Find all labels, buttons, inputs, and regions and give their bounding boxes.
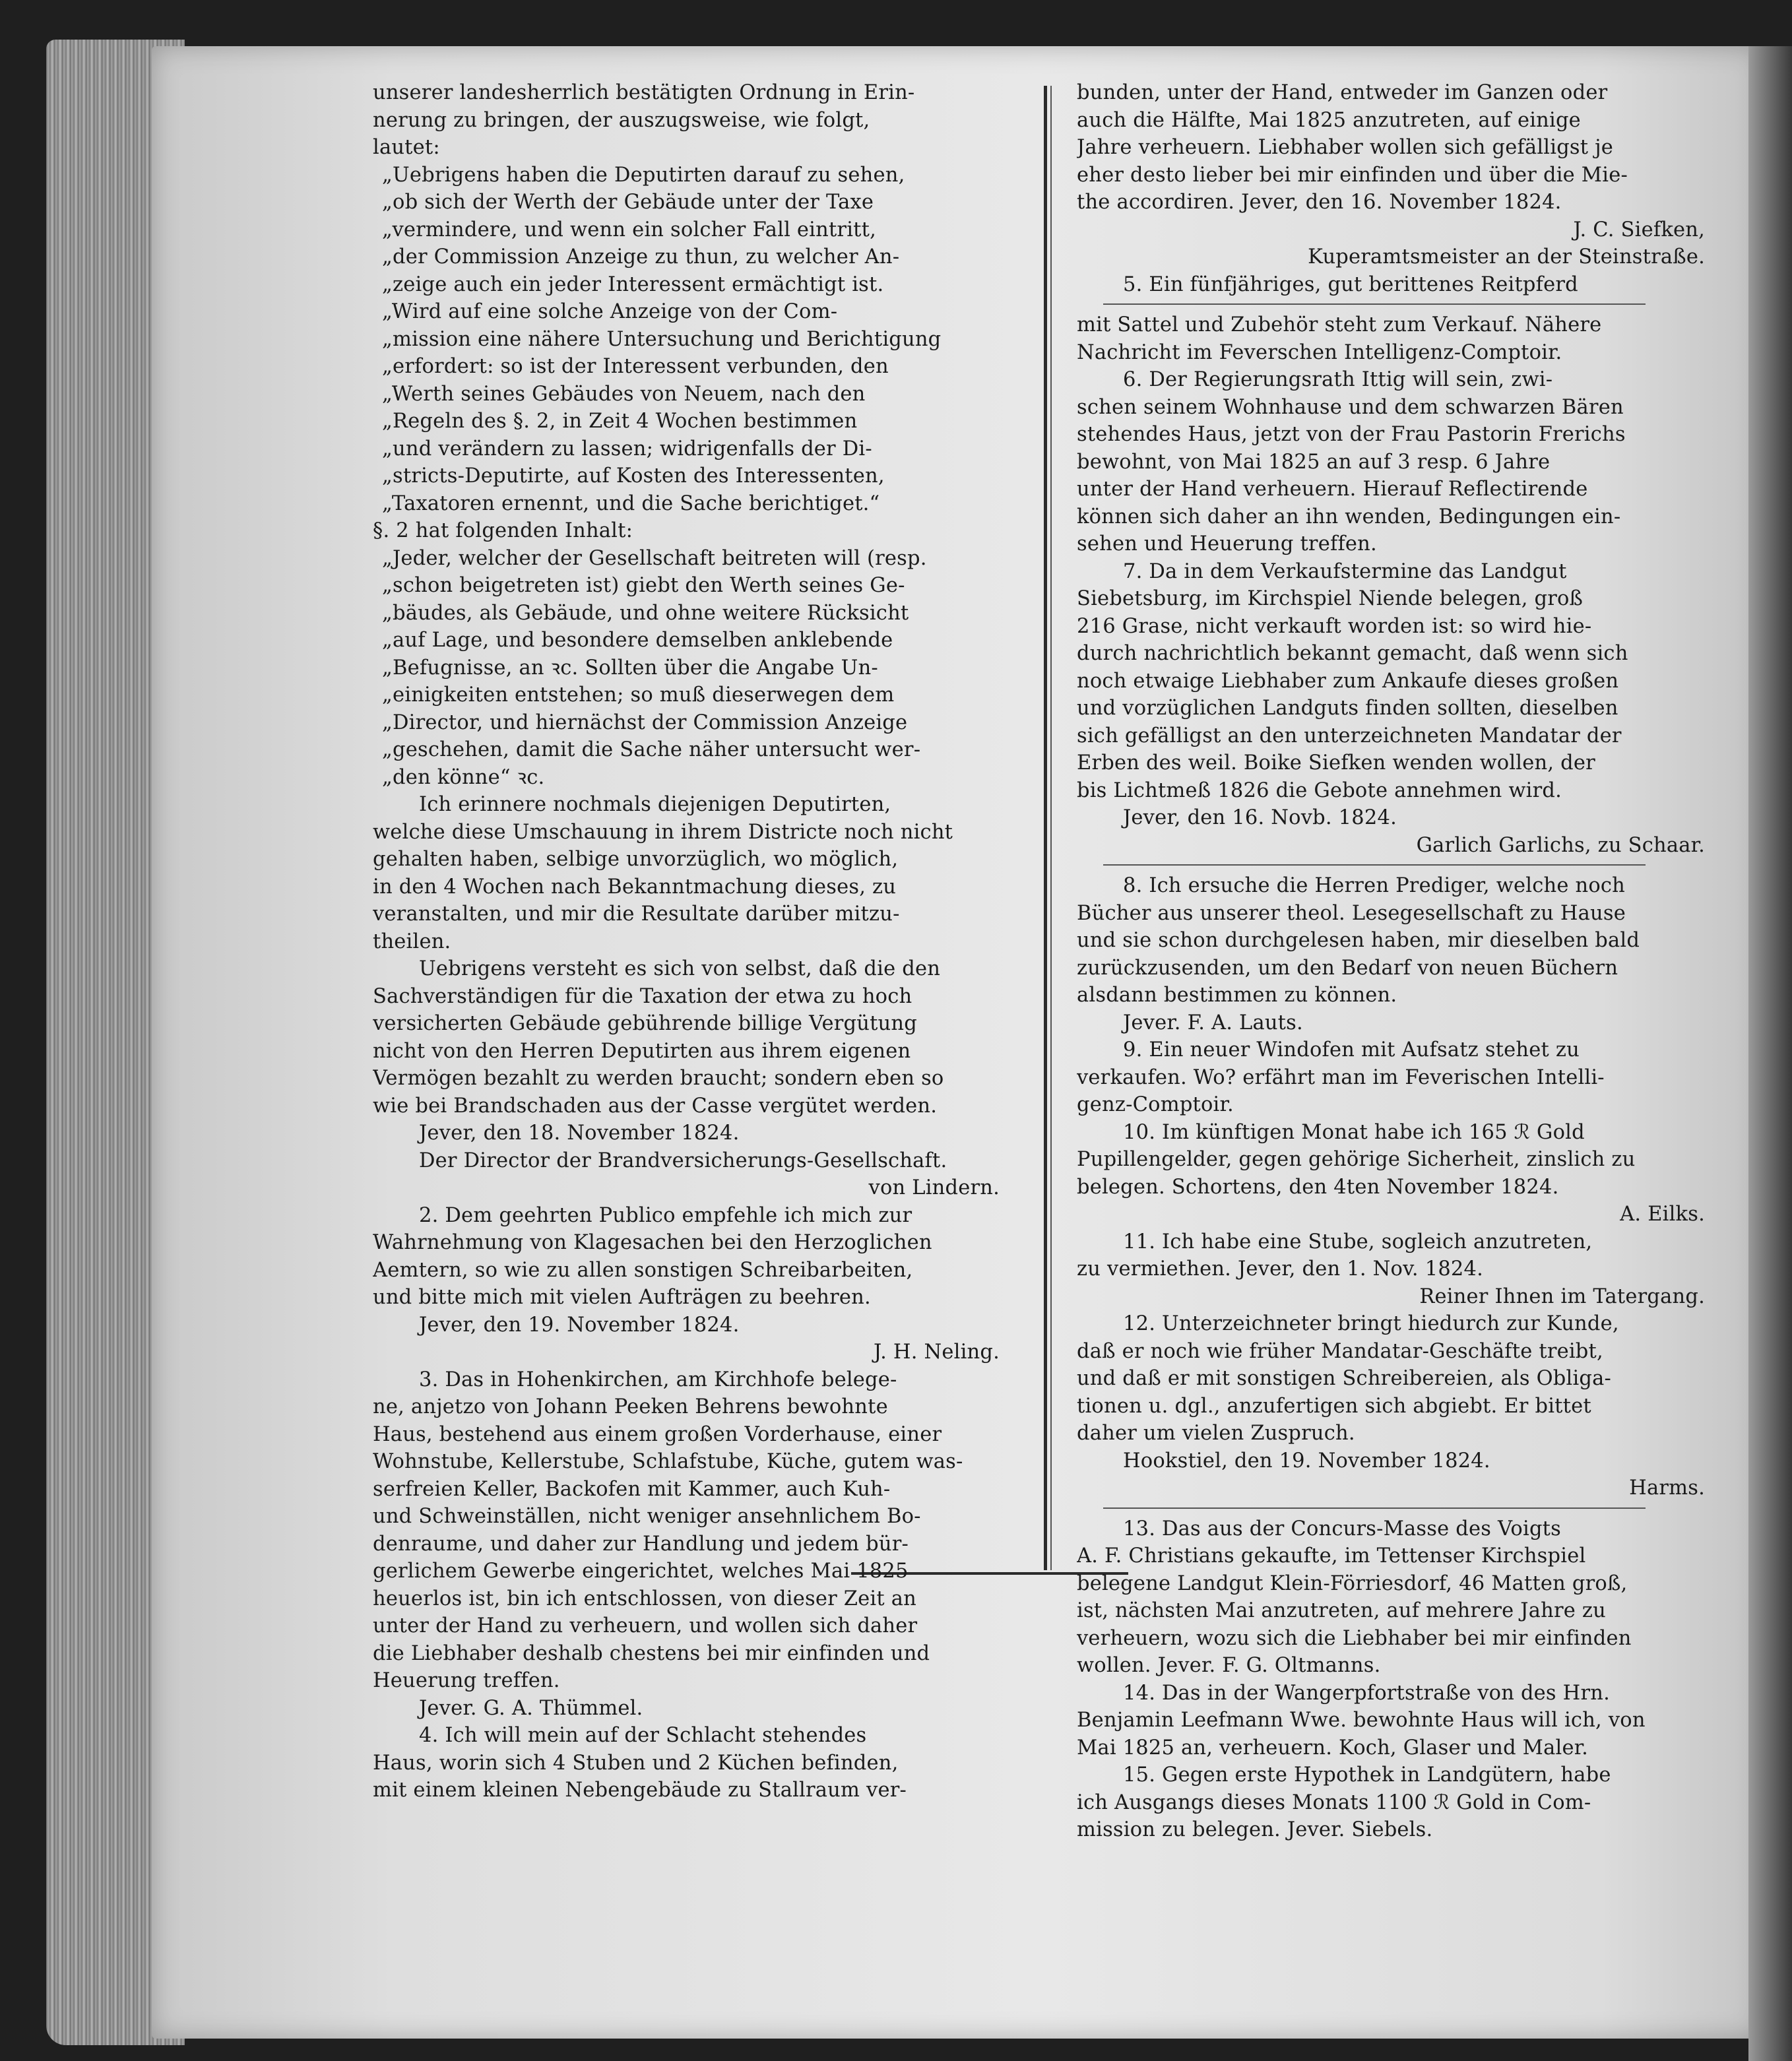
text-line: „geschehen, damit die Sache näher untersucht wer- xyxy=(382,738,921,761)
text-line: ist, nächsten Mai anzutreten, auf mehrere Jahre zu xyxy=(1077,1599,1607,1622)
text-line: Reiner Ihnen im Tatergang. xyxy=(1419,1284,1705,1308)
text-line: 2. Dem geehrten Publico empfehle ich mich zur xyxy=(419,1203,912,1227)
text-line: „Director, und hiernächst der Commission Anzeige xyxy=(382,711,908,734)
text-line: veranstalten, und mir die Resultate darüber mitzu- xyxy=(373,903,900,926)
text-line: und sie schon durchgelesen haben, mir dieselben bald xyxy=(1077,929,1640,952)
text-line: „der Commission Anzeige zu thun, zu welcher An- xyxy=(382,245,900,269)
text-line: auch die Hälfte, Mai 1825 anzutreten, auf einige xyxy=(1077,108,1581,132)
text-line: Pupillengelder, gegen gehörige Sicherheit, zinslich zu xyxy=(1077,1148,1636,1171)
text-line: bewohnt, von Mai 1825 an auf 3 resp. 6 Jahre xyxy=(1077,450,1551,474)
text-line: tionen u. dgl., anzufertigen sich abgiebt. Er bittet xyxy=(1077,1394,1591,1418)
text-line: mit einem kleinen Nebengebäude zu Stallraum ver- xyxy=(373,1779,907,1802)
text-line: 3. Das in Hohenkirchen, am Kirchhofe belege- xyxy=(419,1368,897,1391)
text-line: „zeige auch ein jeder Interessent ermächtigt ist. xyxy=(382,272,884,296)
text-line: eher desto lieber bei mir einfinden und über die Mie- xyxy=(1077,163,1628,187)
text-line: Garlich Garlichs, zu Schaar. xyxy=(1416,833,1705,857)
text-line: 14. Das in der Wangerpfortstraße von des Hrn. xyxy=(1123,1681,1610,1705)
text-line: Jever, den 16. Novb. 1824. xyxy=(1123,806,1397,829)
text-line: ne, anjetzo von Johann Peeken Behrens bewohnte xyxy=(373,1395,888,1418)
left-column xyxy=(373,79,1019,1804)
text-line: nicht von den Herren Deputirten aus ihrem eigenen xyxy=(373,1039,911,1063)
text-line: bis Lichtmeß 1826 die Gebote annehmen wird. xyxy=(1077,778,1562,802)
text-line: „Uebrigens haben die Deputirten darauf zu sehen, xyxy=(382,163,905,187)
notice-separator xyxy=(1103,1507,1646,1509)
text-line: „ob sich der Werth der Gebäude unter der Taxe xyxy=(382,191,874,214)
text-line: Vermögen bezahlt zu werden braucht; sondern eben so xyxy=(373,1067,944,1090)
text-line: serfreien Keller, Backofen mit Kammer, auch Kuh- xyxy=(373,1477,891,1501)
text-line: „Regeln des §. 2, in Zeit 4 Wochen bestimmen xyxy=(382,410,858,433)
text-line: Wohnstube, Kellerstube, Schlafstube, Küche, gutem was- xyxy=(373,1450,963,1473)
text-line: Haus, worin sich 4 Stuben und 2 Küchen befinden, xyxy=(373,1751,899,1775)
text-line: belegene Landgut Klein-Förriesdorf, 46 Matten groß, xyxy=(1077,1571,1628,1595)
binding-shadow xyxy=(1748,46,1792,2061)
text-line: mission zu belegen. Jever. Siebels. xyxy=(1077,1818,1433,1841)
text-line: the accordiren. Jever, den 16. November 1824. xyxy=(1077,191,1562,214)
text-line: noch etwaige Liebhaber zum Ankaufe dieses großen xyxy=(1077,669,1619,693)
text-line: und vorzüglichen Landguts finden sollten, dieselben xyxy=(1077,697,1618,720)
text-line: zu vermiethen. Jever, den 1. Nov. 1824. xyxy=(1077,1257,1484,1281)
text-line: verkaufen. Wo? erfährt man im Feverischen Intelli- xyxy=(1077,1065,1605,1089)
text-line: „Taxatoren ernennt, und die Sache berichtiget.“ xyxy=(382,491,880,515)
text-line: J. H. Neling. xyxy=(874,1341,1000,1364)
text-line: Kuperamtsmeister an der Steinstraße. xyxy=(1308,245,1705,269)
text-line: sich gefälligst an den unterzeichneten Mandatar der xyxy=(1077,724,1622,747)
text-line: „vermindere, und wenn ein solcher Fall eintritt, xyxy=(382,218,876,241)
text-line: „erfordert: so ist der Interessent verbunden, den xyxy=(382,355,889,378)
text-line: unter der Hand verheuern. Hierauf Reflectirende xyxy=(1077,478,1588,501)
text-line: Jahre verheuern. Liebhaber wollen sich gefälligst je xyxy=(1077,136,1614,159)
notice-separator xyxy=(1103,303,1646,305)
text-line: stehendes Haus, jetzt von der Frau Pastorin Frerichs xyxy=(1077,423,1626,446)
column-divider xyxy=(1044,86,1047,1570)
text-line: gerlichem Gewerbe eingerichtet, welches Mai 1825 xyxy=(373,1560,909,1583)
text-line: Erben des weil. Boike Siefken wenden wollen, der xyxy=(1077,751,1595,775)
text-line: „stricts-Deputirte, auf Kosten des Interessenten, xyxy=(382,464,885,488)
right-column xyxy=(1077,79,1725,1844)
text-line: verheuern, wozu sich die Liebhaber bei mir einfinden xyxy=(1077,1626,1632,1650)
text-line: bunden, unter der Hand, entweder im Ganzen oder xyxy=(1077,81,1608,104)
text-line: ich Ausgangs dieses Monats 1100 ℛ Gold in Com- xyxy=(1077,1791,1591,1814)
text-line: Uebrigens versteht es sich von selbst, daß die den xyxy=(419,957,941,980)
text-line: „Jeder, welcher der Gesellschaft beitreten will (resp. xyxy=(382,546,927,570)
text-line: 13. Das aus der Concurs-Masse des Voigts xyxy=(1123,1517,1561,1540)
text-line: belegen. Schortens, den 4ten November 1824. xyxy=(1077,1175,1559,1199)
text-line: Harms. xyxy=(1629,1476,1705,1500)
text-line: „auf Lage, und besondere demselben anklebende xyxy=(382,629,893,652)
text-line: mit Sattel und Zubehör steht zum Verkauf. Nähere xyxy=(1077,313,1602,336)
text-line: daher um vielen Zuspruch. xyxy=(1077,1422,1355,1445)
text-line: können sich daher an ihn wenden, Bedingungen ein- xyxy=(1077,505,1621,528)
notice-separator xyxy=(1103,864,1646,866)
text-line: unserer landesherrlich bestätigten Ordnung in Erin- xyxy=(373,81,915,104)
text-line: versicherten Gebäude gebührende billige Vergütung xyxy=(373,1012,917,1035)
text-line: heuerlos ist, bin ich entschlossen, von dieser Zeit an xyxy=(373,1587,916,1610)
text-line: 11. Ich habe eine Stube, sogleich anzutreten, xyxy=(1123,1230,1593,1253)
text-line: 8. Ich ersuche die Herren Prediger, welche noch xyxy=(1123,874,1626,897)
text-line: wie bei Brandschaden aus der Casse vergütet werden. xyxy=(373,1094,938,1118)
text-line: unter der Hand zu verheuern, und wollen sich daher xyxy=(373,1614,918,1637)
text-line: „Wird auf eine solche Anzeige von der Com- xyxy=(382,300,838,323)
text-line: Nachricht im Feverschen Intelligenz-Comptoir. xyxy=(1077,340,1562,364)
text-line: Der Director der Brandversicherungs-Gesellschaft. xyxy=(419,1149,947,1172)
text-line: alsdann bestimmen zu können. xyxy=(1077,984,1397,1007)
text-line: Heuerung treffen. xyxy=(373,1669,560,1692)
text-line: sehen und Heuerung treffen. xyxy=(1077,532,1377,555)
text-line: und daß er mit sonstigen Schreibereien, als Obliga- xyxy=(1077,1367,1612,1390)
text-line: A. Eilks. xyxy=(1620,1203,1705,1226)
text-line: denraume, und daher zur Handlung und jedem bür- xyxy=(373,1532,909,1556)
text-line: und Schweinställen, nicht weniger ansehnlichem Bo- xyxy=(373,1505,921,1528)
text-line: theilen. xyxy=(373,930,451,953)
text-line: 216 Grase, nicht verkauft worden ist: so wird hie- xyxy=(1077,614,1592,638)
text-line: Benjamin Leefmann Wwe. bewohnte Haus will ich, von xyxy=(1077,1709,1646,1732)
text-line: 12. Unterzeichneter bringt hiedurch zur Kunde, xyxy=(1123,1312,1619,1335)
text-line: „mission eine nähere Untersuchung und Berichtigung xyxy=(382,327,942,351)
text-line: 4. Ich will mein auf der Schlacht stehendes xyxy=(419,1724,867,1747)
text-line: Siebetsburg, im Kirchspiel Niende belegen, groß xyxy=(1077,587,1584,610)
text-line: Aemtern, so wie zu allen sonstigen Schreibarbeiten, xyxy=(373,1258,913,1282)
text-line: Jever. F. A. Lauts. xyxy=(1123,1011,1303,1034)
text-line: 5. Ein fünfjähriges, gut berittenes Reitpferd xyxy=(1123,272,1578,296)
text-line: die Liebhaber deshalb chestens bei mir einfinden und xyxy=(373,1641,930,1665)
text-line: Mai 1825 an, verheuern. Koch, Glaser und Maler. xyxy=(1077,1736,1589,1760)
text-line: „Befugnisse, an ꝛc. Sollten über die Angabe Un- xyxy=(382,656,878,680)
text-line: 9. Ein neuer Windofen mit Aufsatz stehet zu xyxy=(1123,1038,1580,1062)
text-line: Bücher aus unserer theol. Lesegesellschaft zu Hause xyxy=(1077,901,1626,925)
text-line: Wahrnehmung von Klagesachen bei den Herzoglichen xyxy=(373,1231,932,1254)
text-line: Ich erinnere nochmals diejenigen Deputirten, xyxy=(419,793,891,816)
text-line: Jever. G. A. Thümmel. xyxy=(419,1696,643,1720)
text-line: Hookstiel, den 19. November 1824. xyxy=(1123,1449,1490,1473)
text-line: schen seinem Wohnhause und dem schwarzen Bären xyxy=(1077,395,1624,419)
text-line: A. F. Christians gekaufte, im Tettenser Kirchspiel xyxy=(1077,1544,1586,1568)
text-line: Haus, bestehend aus einem großen Vorderhause, einer xyxy=(373,1422,942,1446)
text-line: J. C. Siefken, xyxy=(1573,218,1705,241)
text-line: 7. Da in dem Verkaufstermine das Landgut xyxy=(1123,559,1567,583)
text-line: „schon beigetreten ist) giebt den Werth seines Ge- xyxy=(382,574,905,597)
text-line: 10. Im künftigen Monat habe ich 165 ℛ Gold xyxy=(1123,1120,1585,1144)
text-line: §. 2 hat folgenden Inhalt: xyxy=(373,519,633,542)
text-line: durch nachrichtlich bekannt gemacht, daß wenn sich xyxy=(1077,642,1628,665)
text-line: „einigkeiten entstehen; so muß dieserwegen dem xyxy=(382,683,895,707)
text-line: 15. Gegen erste Hypothek in Landgütern, habe xyxy=(1123,1763,1611,1787)
text-line: Jever, den 19. November 1824. xyxy=(419,1313,740,1337)
text-line: nerung zu bringen, der auszugsweise, wie folgt, xyxy=(373,108,870,132)
text-line: „den könne“ ꝛc. xyxy=(382,765,545,789)
text-line: genz-Comptoir. xyxy=(1077,1093,1234,1116)
text-line: von Lindern. xyxy=(868,1176,1000,1199)
text-line: Jever, den 18. November 1824. xyxy=(419,1122,740,1145)
column-divider-inner xyxy=(1050,86,1052,1570)
text-line: welche diese Umschauung in ihrem Districte noch nicht xyxy=(373,820,953,844)
text-line: Sachverständigen für die Taxation der etwa zu hoch xyxy=(373,984,912,1008)
text-line: lautet: xyxy=(373,136,440,159)
text-line: 6. Der Regierungsrath Ittig will sein, zwi- xyxy=(1123,368,1553,391)
text-line: gehalten haben, selbige unvorzüglich, wo möglich, xyxy=(373,848,899,871)
text-line: „und verändern zu lassen; widrigenfalls der Di- xyxy=(382,437,872,460)
text-line: wollen. Jever. F. G. Oltmanns. xyxy=(1077,1654,1381,1677)
text-line: „Werth seines Gebäudes von Neuem, nach den xyxy=(382,382,866,406)
text-line: daß er noch wie früher Mandatar-Geschäfte treibt, xyxy=(1077,1339,1603,1363)
text-line: „bäudes, als Gebäude, und ohne weitere Rücksicht xyxy=(382,601,909,625)
text-line: in den 4 Wochen nach Bekanntmachung dieses, zu xyxy=(373,875,897,899)
text-line: und bitte mich mit vielen Aufträgen zu beehren. xyxy=(373,1286,871,1309)
text-line: zurückzusenden, um den Bedarf von neuen Büchern xyxy=(1077,956,1618,980)
